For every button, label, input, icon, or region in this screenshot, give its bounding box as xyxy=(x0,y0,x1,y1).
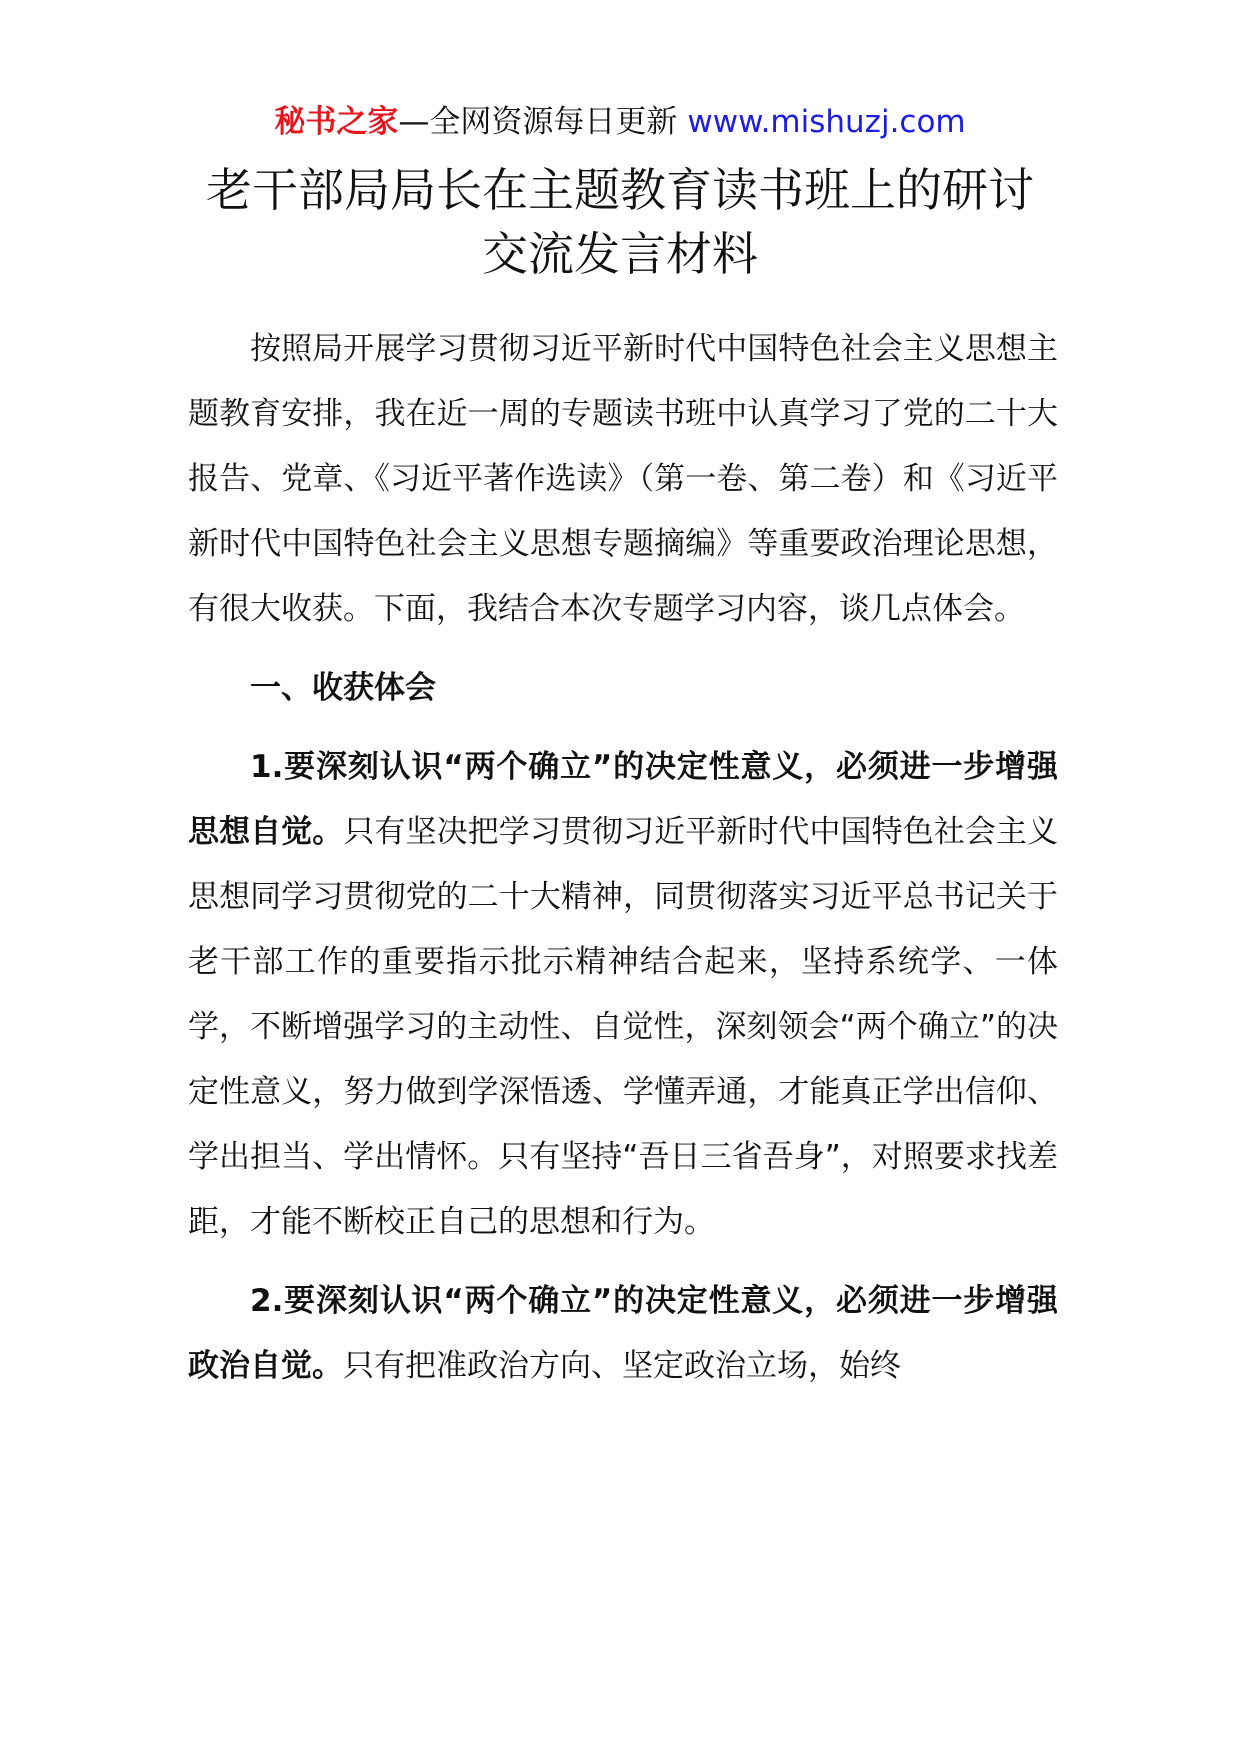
brand-name: 秘书之家 xyxy=(274,104,399,140)
item-1-heading: 1.要深刻认识“两个确立”的决定性意义，必须进一步增强思想自觉。 xyxy=(188,749,1058,850)
site-header xyxy=(0,100,1240,144)
site-link[interactable]: www.mishuzj.com xyxy=(687,104,966,140)
document-title xyxy=(120,158,1120,286)
document-body xyxy=(188,317,1058,1399)
intro-paragraph: 按照局开展学习贯彻习近平新时代中国特色社会主义思想主题教育安排，我在近一周的专题读书班中认真学习了党的二十大报告、党章、《习近平著作选读》（第一卷、第二卷）和《习近平新时代中国特色社会主义思想专题摘编》等重要政治理论思想，有很大收获。下面，我结合本次专题学习内容，谈几点体会。 xyxy=(188,331,1058,627)
header-tagline: —全网资源每日更新 xyxy=(398,104,678,140)
title-line-1: 老干部局局长在主题教育读书班上的研讨 xyxy=(206,163,1034,217)
item-1-body: 只有坚决把学习贯彻习近平新时代中国特色社会主义思想同学习贯彻党的二十大精神，同贯彻落实习近平总书记关于老干部工作的重要指示批示精神结合起来，坚持系统学、一体学，不断增强学习的主动性、自觉性，深刻领会“两个确立”的决定性意义，努力做到学深悟透、学懂弄通，才能真正学出信仰、学出担当、学出情怀。只有坚持“吾日三省吾身”，对照要求找差距，才能不断校正自己的思想和行为。 xyxy=(188,814,1059,1240)
title-line-2: 交流发言材料 xyxy=(482,227,758,281)
item-2-body: 只有把准政治方向、坚定政治立场，始终 xyxy=(343,1348,901,1384)
item-2-heading: 2.要深刻认识“两个确立”的决定性意义，必须进一步增强政治自觉。 xyxy=(188,1283,1058,1384)
item-2-paragraph xyxy=(188,1269,1058,1399)
item-1-paragraph xyxy=(188,735,1058,1255)
section-heading: 一、收获体会 xyxy=(250,670,436,706)
